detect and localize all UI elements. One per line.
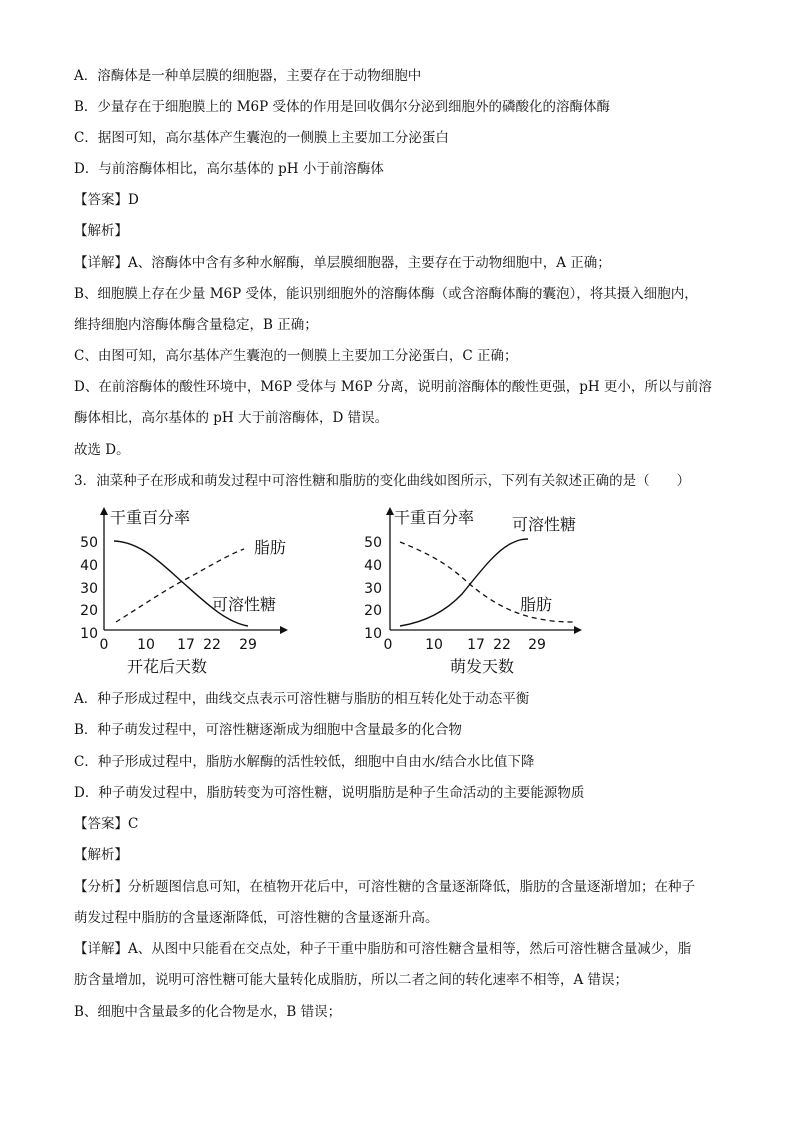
q2-detail-a: 【详解】A、溶酶体中含有多种水解酶，单层膜细胞器，主要存在于动物细胞中，A 正确； (74, 255, 611, 271)
q2-conclusion: 故选 D。 (74, 442, 130, 458)
q2-answer: 【答案】D (74, 192, 139, 208)
q3-option-d: D．种子萌发过程中，脂肪转变为可溶性糖，说明脂肪是种子生命活动的主要能源物质 (74, 785, 585, 801)
q3-detail-b: B、细胞中含量最多的化合物是水，B 错误； (74, 1004, 342, 1020)
chart1-xlabel: 开花后天数 (126, 657, 208, 676)
q3-charts-svg (70, 502, 590, 682)
chart-germination (364, 507, 582, 676)
q3-figure (70, 502, 590, 682)
chart2-ylabel: 干重百分率 (394, 508, 475, 527)
chart2-xlabel: 萌发天数 (449, 657, 515, 676)
q3-fenxi-line1: 【分析】分析题图信息可知，在植物开花后中，可溶性糖的含量逐渐降低，脂肪的含量逐渐增加；在种子 (74, 879, 695, 895)
q2-analysis-tag: 【解析】 (74, 223, 128, 239)
chart2-xtick-0: 0 (383, 637, 393, 653)
q2-option-b: B．少量存在于细胞膜上的 M6P 受体的作用是回收偶尔分泌到细胞外的磷酸化的溶酶体酶 (74, 99, 610, 115)
chart2-x-arrow (574, 626, 582, 634)
chart2-ytick-50: 50 (364, 535, 382, 551)
q2-detail-d-line2: 酶体相比，高尔基体的 pH 大于前溶酶体，D 错误。 (74, 410, 389, 426)
chart1-xtick-10: 10 (137, 637, 155, 653)
chart2-xtick-29: 29 (528, 637, 546, 653)
chart2-xtick-10: 10 (425, 637, 443, 653)
chart1-x-arrow (280, 626, 288, 634)
chart1-ytick-50: 50 (80, 535, 98, 551)
q3-option-c: C．种子形成过程中，脂肪水解酶的活性较低，细胞中自由水/结合水比值下降 (74, 754, 535, 770)
q3-stem: 3．油菜种子在形成和萌发过程中可溶性糖和脂肪的变化曲线如图所示，下列有关叙述正确的是（ ） (74, 473, 691, 489)
chart1-ytick-20: 20 (80, 603, 98, 619)
chart2-ytick-30: 30 (364, 581, 382, 597)
chart2-xtick-22: 22 (493, 637, 511, 653)
q2-option-d: D．与前溶酶体相比，高尔基体的 pH 小于前溶酶体 (74, 161, 384, 177)
chart1-y-arrow (100, 507, 108, 515)
q3-answer: 【答案】C (74, 816, 139, 832)
chart2-label-sugar: 可溶性糖 (512, 515, 577, 534)
chart1-ytick-40: 40 (80, 558, 98, 574)
q3-analysis-tag: 【解析】 (74, 847, 128, 863)
q3-option-b: B．种子萌发过程中，可溶性糖逐渐成为细胞中含量最多的化合物 (74, 722, 462, 738)
chart1-label-fat: 脂肪 (254, 538, 287, 557)
q2-option-c: C．据图可知，高尔基体产生囊泡的一侧膜上主要加工分泌蛋白 (74, 130, 449, 146)
q3-detail-a-line2: 肪含量增加，说明可溶性糖可能大量转化成脂肪，所以二者之间的转化速率不相等，A 错误； (74, 972, 629, 988)
chart2-xtick-17: 17 (467, 637, 485, 653)
chart2-ytick-10: 10 (364, 626, 382, 642)
q2-detail-c: C、由图可知，高尔基体产生囊泡的一侧膜上主要加工分泌蛋白，C 正确； (74, 348, 518, 364)
chart1-ytick-10: 10 (80, 626, 98, 642)
chart-flowering (80, 507, 288, 676)
chart2-series-sugar-line (400, 539, 528, 626)
chart1-label-sugar: 可溶性糖 (212, 595, 277, 614)
q2-option-a: A．溶酶体是一种单层膜的细胞器，主要存在于动物细胞中 (74, 68, 422, 84)
q3-fenxi-line2: 萌发过程中脂肪的含量逐渐降低，可溶性糖的含量逐渐升高。 (74, 910, 439, 926)
chart2-label-fat: 脂肪 (520, 595, 553, 614)
chart1-xtick-29: 29 (239, 637, 257, 653)
chart1-xtick-0: 0 (99, 637, 109, 653)
chart1-ytick-30: 30 (80, 581, 98, 597)
chart2-ytick-40: 40 (364, 558, 382, 574)
q2-detail-b-line2: 维持细胞内溶酶体酶含量稳定，B 正确； (74, 317, 318, 333)
q3-detail-a-line1: 【详解】A、从图中只能看在交点处，种子干重中脂肪和可溶性糖含量相等，然后可溶性糖含量减少，脂 (74, 941, 692, 957)
chart1-xtick-22: 22 (203, 637, 221, 653)
q3-option-a: A．种子形成过程中，曲线交点表示可溶性糖与脂肪的相互转化处于动态平衡 (74, 691, 530, 707)
chart1-ylabel: 干重百分率 (110, 508, 191, 527)
chart1-xtick-17: 17 (177, 637, 195, 653)
chart2-y-arrow (386, 507, 394, 515)
q2-detail-b-line1: B、细胞膜上存在少量 M6P 受体，能识别细胞外的溶酶体酶（或含溶酶体酶的囊泡），将其摄入细胞内， (74, 286, 698, 302)
chart2-ytick-20: 20 (364, 603, 382, 619)
q2-detail-d-line1: D、在前溶酶体的酸性环境中，M6P 受体与 M6P 分离，说明前溶酶体的酸性更强，pH 更小，所以与前溶 (74, 379, 712, 395)
